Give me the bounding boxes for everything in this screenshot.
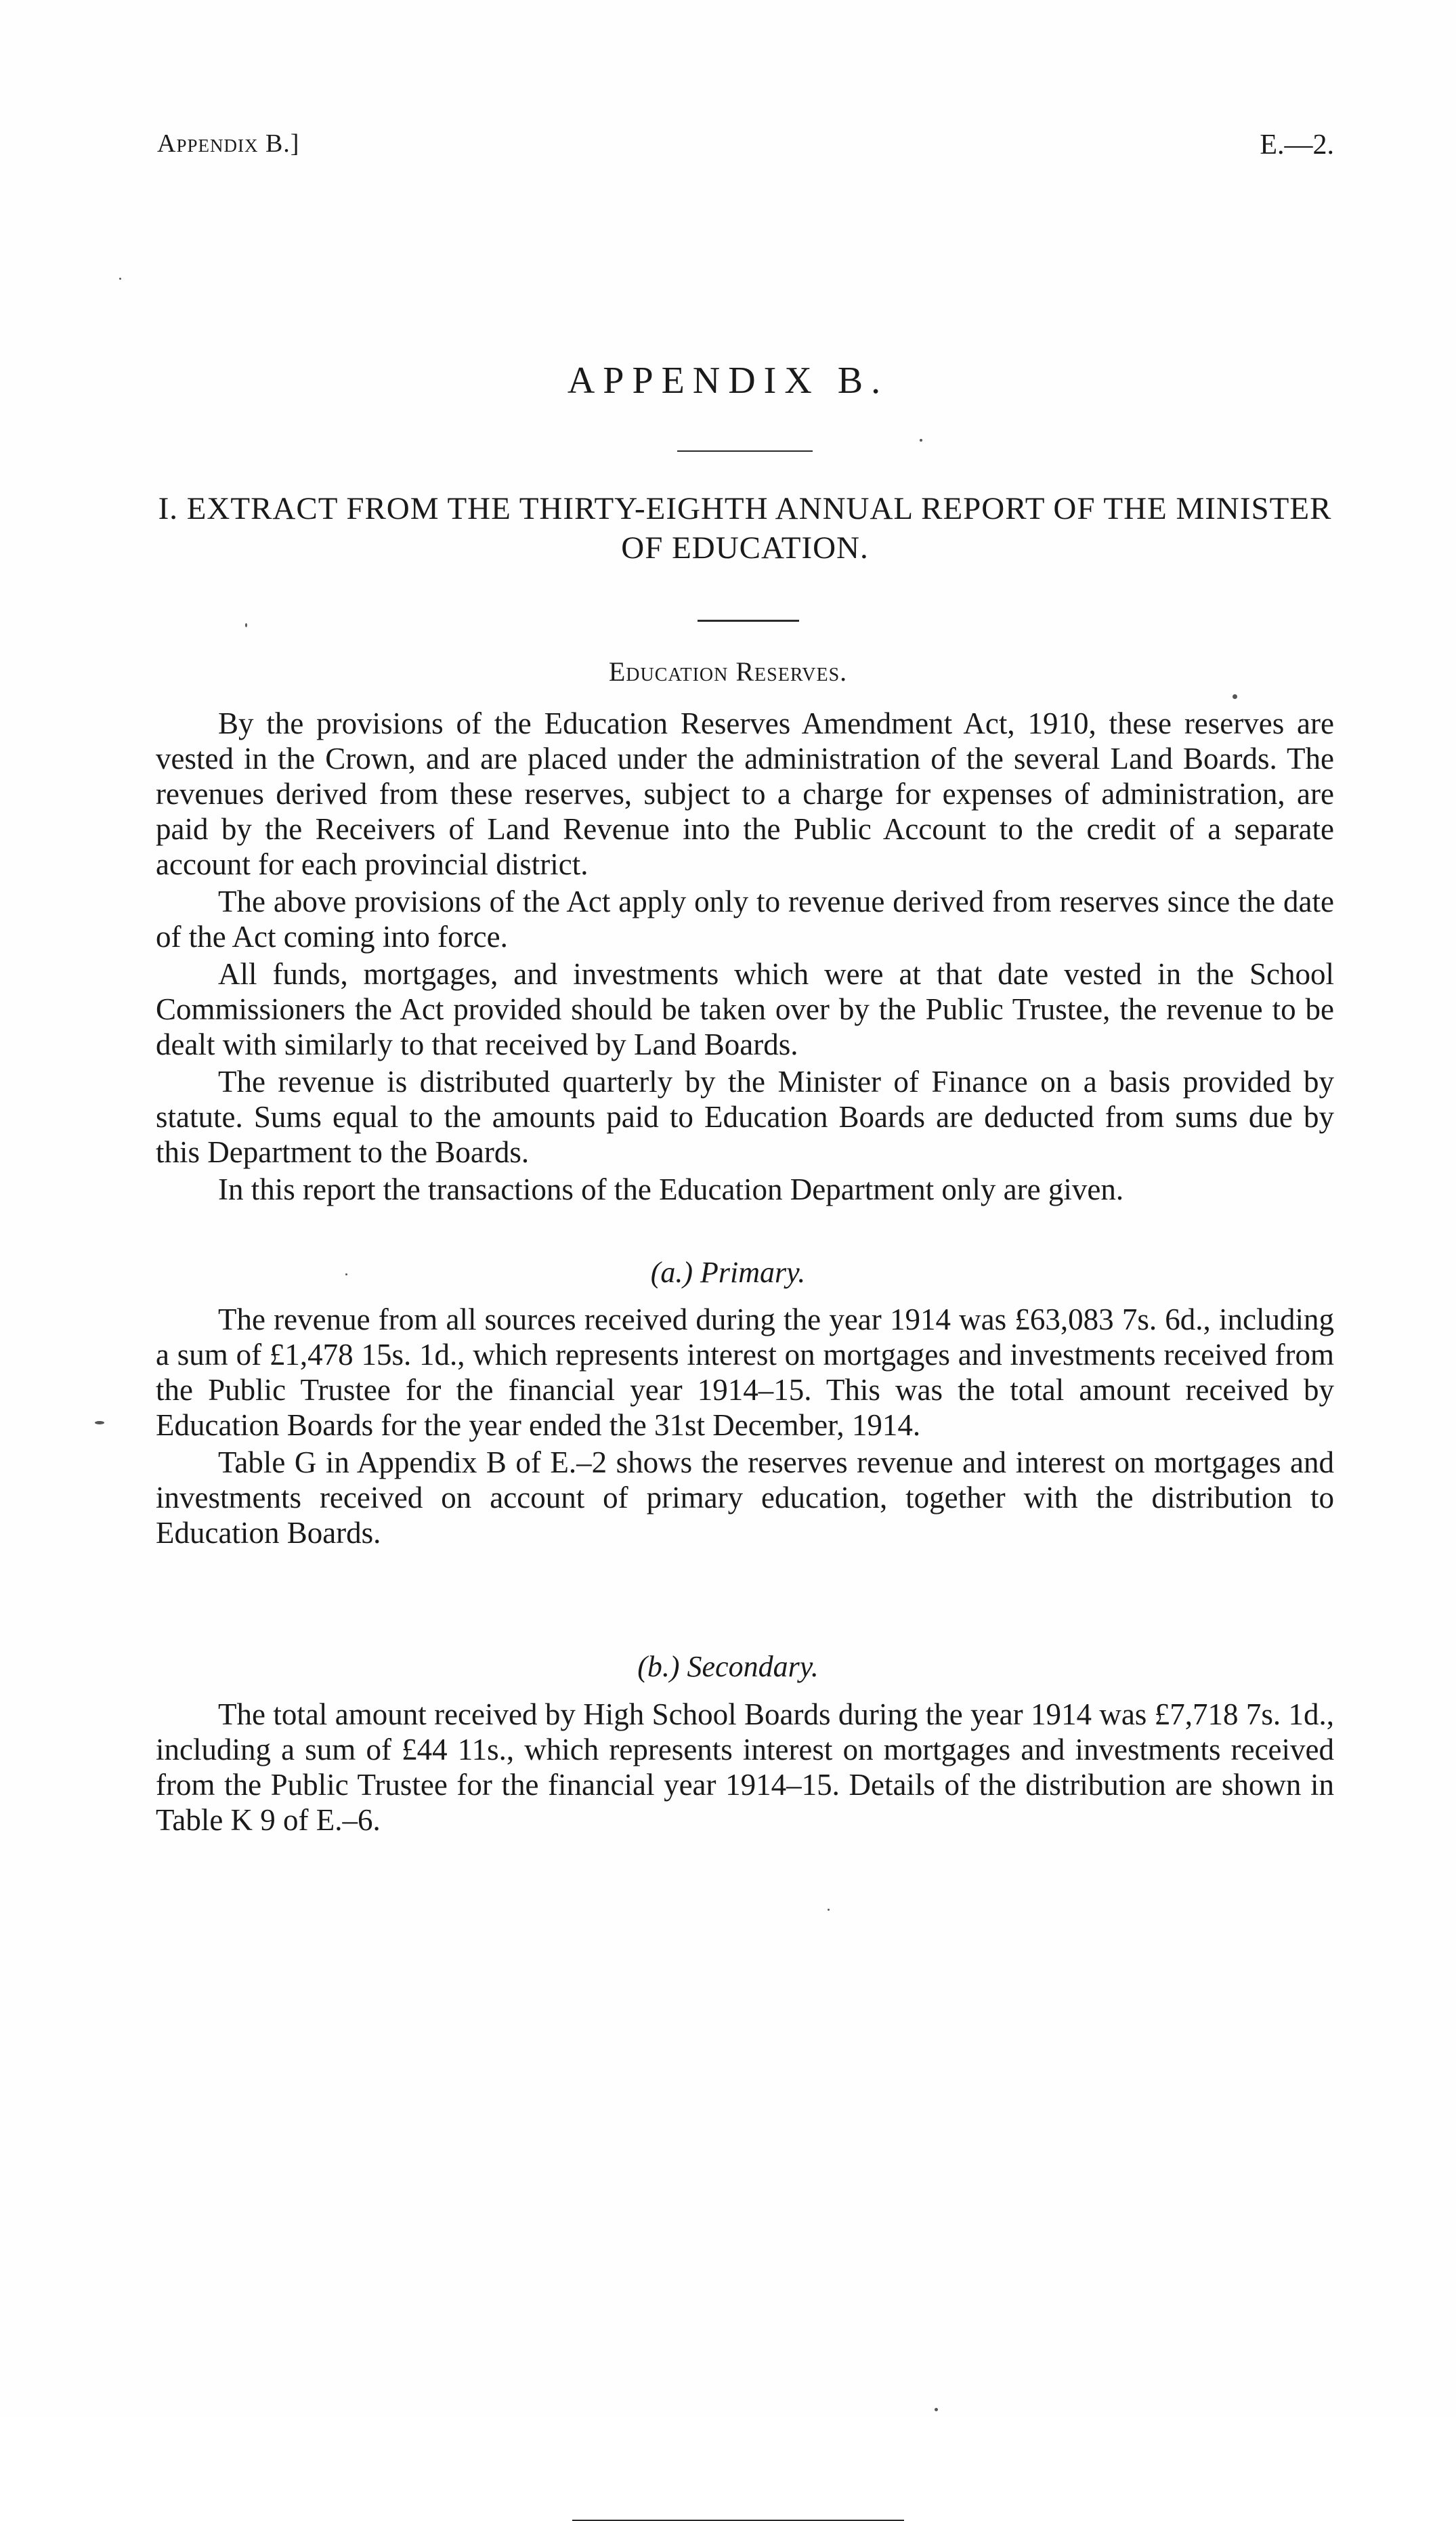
scan-speck <box>1233 694 1237 699</box>
scan-speck <box>345 1273 347 1275</box>
secondary-heading: (b.) Secondary. <box>637 1650 819 1683</box>
education-reserves-body <box>156 706 1334 1209</box>
paragraph: The above provisions of the Act apply only to revenue derived from reserves since the date of the Act coming into force. <box>156 885 1334 954</box>
paragraph: All funds, mortgages, and investments which were at that date vested in the School Commissioners the Act provided should be taken over by the Public Trustee, the revenue to be dealt with similarly to that received by Land Boards. <box>156 957 1334 1061</box>
heading-divider <box>698 620 799 622</box>
secondary-body <box>156 1697 1334 1840</box>
primary-body <box>156 1302 1334 1552</box>
running-head-left: Appendix B.] <box>157 129 300 158</box>
scan-speck <box>828 1909 830 1911</box>
paragraph: By the provisions of the Education Reserves Amendment Act, 1910, these reserves are vested in the Crown, and are placed under the administration of the several Land Boards. The revenues derived from these reserves, subject to a charge for expenses of administration, are paid by the Receivers of Land Revenue into the Public Account to the credit of a separate account for each provincial district. <box>156 706 1334 881</box>
appendix-title: APPENDIX B. <box>567 360 889 402</box>
paragraph: Table G in Appendix B of E.–2 shows the reserves revenue and interest on mortgages and investments received on account of primary education, together with the distribution to Education Boards. <box>156 1445 1334 1550</box>
primary-heading: (a.) Primary. <box>650 1256 806 1289</box>
paragraph: In this report the transactions of the Education Department only are given. <box>218 1172 1124 1206</box>
running-head-right: E.—2. <box>1260 129 1334 161</box>
scan-speck <box>935 2408 938 2411</box>
scan-speck <box>920 439 922 442</box>
paragraph: The revenue is distributed quarterly by the Minister of Finance on a basis provided by statute. Sums equal to the amounts paid to Education Boards are deducted from sums due by this Department to the Boards. <box>156 1065 1334 1169</box>
extract-heading: I. EXTRACT FROM THE THIRTY-EIGHTH ANNUAL REPORT OF THE MINISTER OF EDUCATION. <box>158 491 1332 566</box>
scan-speck <box>95 1421 104 1424</box>
title-divider <box>677 450 813 452</box>
education-reserves-heading: Education Reserves. <box>608 656 848 687</box>
paragraph: The total amount received by High School Boards during the year 1914 was £7,718 7s. 1d., including a sum of £44 11s., which represents interest on mortgages and investments received from the Public Trustee for the financial year 1914–15. Details of the distribution are shown in Table K 9 of E.–6. <box>156 1697 1334 1837</box>
scan-speck <box>119 278 121 280</box>
paragraph: The revenue from all sources received during the year 1914 was £63,083 7s. 6d., including a sum of £1,478 15s. 1d., which represents interest on mortgages and investments received from the Public Trustee for the financial year 1914–15. This was the total amount received by Education Boards for the year ended the 31st December, 1914. <box>156 1302 1334 1442</box>
scan-speck <box>245 623 247 627</box>
